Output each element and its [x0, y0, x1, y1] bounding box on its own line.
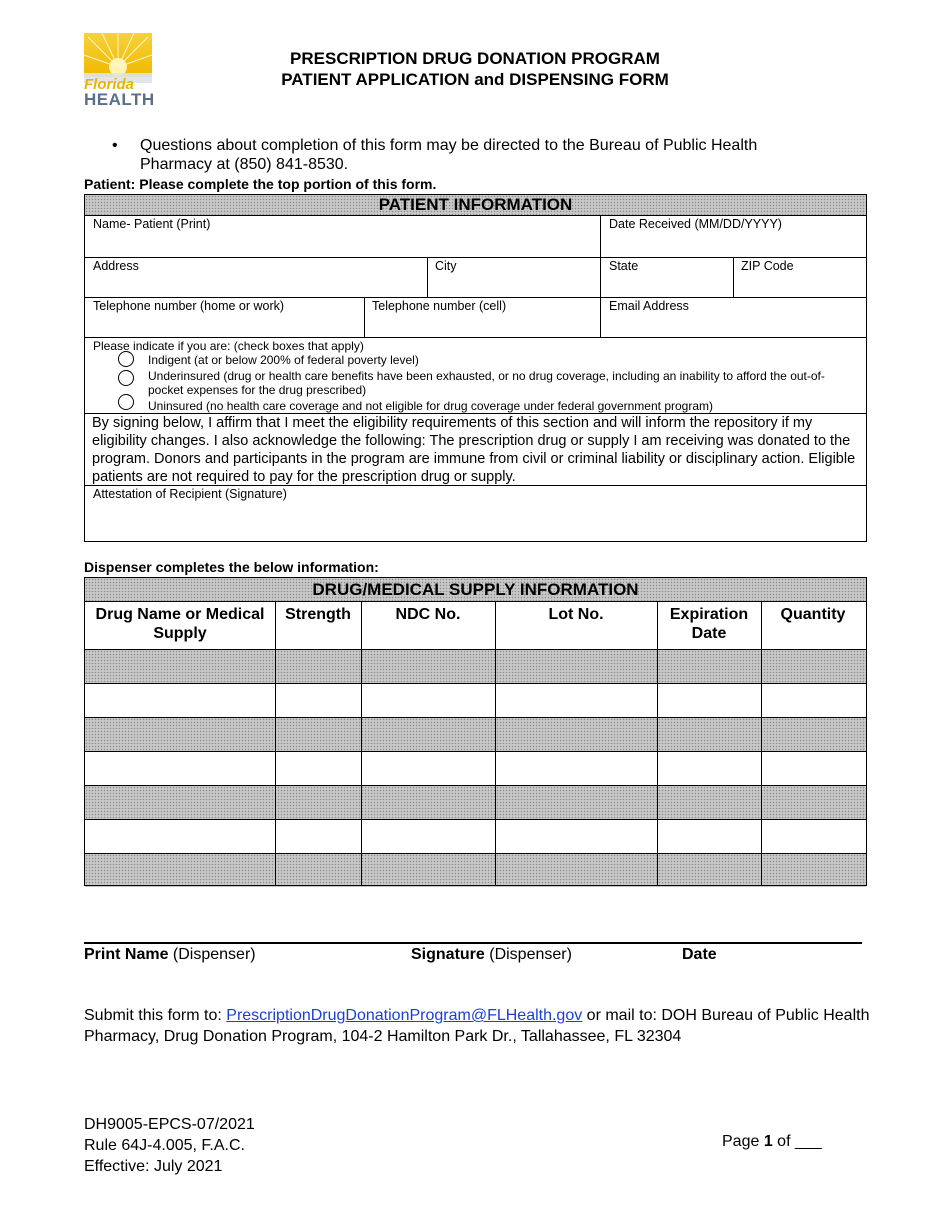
- attestation-statement: By signing below, I affirm that I meet the eligibility requirements of this section and will inform the repository if my eligibility changes. I also acknowledge the following: The prescription drug or supply I am receiving was donated to the program. Donors and participants in the program are immune from civil or criminal liability or disciplinary action. Eligible patients are not required to pay for the prescription drug or supply.: [92, 415, 856, 485]
- address-label: Address: [93, 259, 139, 273]
- date-label: Date: [682, 946, 717, 963]
- dispenser-instruction: Dispenser completes the below information:: [84, 559, 379, 575]
- uninsured-checkbox[interactable]: [118, 394, 134, 410]
- email-field[interactable]: [602, 314, 864, 336]
- underinsured-checkbox[interactable]: [118, 370, 134, 386]
- indigent-checkbox[interactable]: [118, 351, 134, 367]
- eligibility-prompt: Please indicate if you are: (check boxes that apply): [93, 339, 364, 353]
- dispenser-signature-label: Signature (Dispenser): [411, 946, 572, 963]
- form-title-line1: PRESCRIPTION DRUG DONATION PROGRAM: [290, 49, 660, 68]
- divider: [84, 601, 867, 602]
- divider: [84, 297, 867, 298]
- signature-label: Attestation of Recipient (Signature): [93, 487, 287, 501]
- date-received-label: Date Received (MM/DD/YYYY): [609, 217, 782, 231]
- state-label: State: [609, 259, 639, 273]
- divider: [600, 215, 601, 257]
- phone-home-label: Telephone number (home or work): [93, 299, 285, 313]
- table-row[interactable]: [85, 684, 866, 717]
- city-field[interactable]: [429, 274, 599, 296]
- recipient-signature-field[interactable]: [86, 502, 864, 539]
- phone-cell-label: Telephone number (cell): [372, 299, 507, 313]
- table-row[interactable]: [85, 786, 866, 819]
- divider: [361, 601, 362, 885]
- col-quantity: Quantity: [780, 606, 846, 623]
- submit-instructions: Submit this form to: PrescriptionDrugDonationProgram@FLHealth.gov or mail to: DOH Bureau of Public Health Pharmacy, Drug Donation Program, 104-2 Hamilton Park Dr., Tallahassee, FL 32304: [84, 1007, 870, 1045]
- divider: [600, 297, 601, 337]
- divider: [84, 485, 867, 486]
- table-row[interactable]: [85, 650, 866, 683]
- form-footer: [84, 1114, 255, 1177]
- divider: [495, 601, 496, 885]
- divider: [84, 215, 867, 216]
- uninsured-option: Uninsured (no health care coverage and not eligible for drug coverage under federal government program): [148, 399, 714, 413]
- city-label: City: [435, 259, 457, 273]
- phone-cell-field[interactable]: [366, 314, 599, 336]
- table-row[interactable]: [85, 752, 866, 785]
- email-label: Email Address: [609, 299, 689, 313]
- zip-label: ZIP Code: [741, 259, 794, 273]
- phone-home-field[interactable]: [86, 314, 362, 336]
- address-field[interactable]: [86, 274, 426, 296]
- table-row[interactable]: [85, 854, 866, 887]
- underinsured-option: Underinsured (drug or health care benefits have been exhausted, or no drug coverage, including an inability to afford the out-of-pocket expenses for the drug prescribed): [148, 369, 825, 397]
- date-received-field[interactable]: [602, 232, 864, 256]
- divider: [657, 601, 658, 885]
- patient-name-label: Name- Patient (Print): [93, 217, 211, 231]
- rule-reference: Rule 64J-4.005, F.A.C.: [84, 1137, 245, 1154]
- divider: [84, 541, 867, 542]
- col-ndc: NDC No.: [395, 606, 461, 623]
- col-drug-name: Drug Name or Medical Supply: [95, 606, 265, 642]
- patient-name-field[interactable]: [86, 232, 598, 256]
- divider: [275, 601, 276, 885]
- logo-word-health: HEALTH: [84, 90, 155, 109]
- drug-supply-heading: DRUG/MEDICAL SUPPLY INFORMATION: [312, 580, 639, 599]
- patient-instruction: Patient: Please complete the top portion of this form.: [84, 176, 437, 192]
- divider: [600, 257, 601, 297]
- divider: [84, 257, 867, 258]
- patient-information-heading: PATIENT INFORMATION: [378, 195, 573, 214]
- dispenser-signature-line: [84, 942, 862, 944]
- page-number: Page 1 of ___: [722, 1133, 822, 1150]
- effective-date: Effective: July 2021: [84, 1158, 223, 1175]
- submit-email-link[interactable]: PrescriptionDrugDonationProgram@FLHealth.gov: [226, 1007, 583, 1024]
- state-field[interactable]: [602, 274, 732, 296]
- logo-word-florida: Florida: [84, 76, 135, 93]
- print-name-label: Print Name (Dispenser): [84, 946, 256, 963]
- divider: [84, 337, 867, 338]
- contact-bullet-text: Questions about completion of this form may be directed to the Bureau of Public Health Pharmacy at (850) 841-8530.: [140, 137, 758, 173]
- table-row[interactable]: [85, 820, 866, 853]
- col-lot: Lot No.: [548, 606, 604, 623]
- col-expiration: Expiration Date: [669, 606, 749, 642]
- divider: [427, 257, 428, 297]
- divider: [733, 257, 734, 297]
- divider: [761, 601, 762, 885]
- table-row[interactable]: [85, 718, 866, 751]
- col-strength: Strength: [285, 606, 351, 623]
- indigent-option: Indigent (at or below 200% of federal poverty level): [148, 353, 419, 367]
- form-number: DH9005-EPCS-07/2021: [84, 1116, 255, 1133]
- divider: [84, 885, 867, 886]
- bullet-icon: •: [112, 137, 118, 154]
- divider: [364, 297, 365, 337]
- florida-health-logo: [84, 33, 155, 109]
- zip-field[interactable]: [735, 274, 864, 296]
- form-title-line2: PATIENT APPLICATION and DISPENSING FORM: [281, 70, 669, 89]
